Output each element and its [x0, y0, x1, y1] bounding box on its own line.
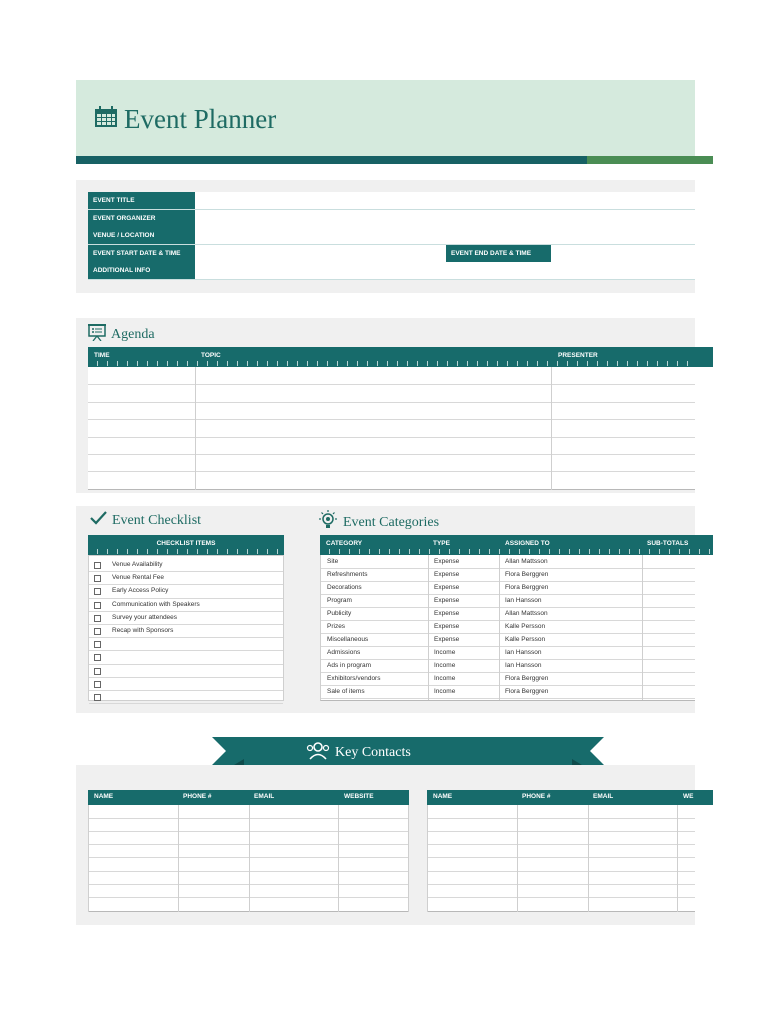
checklist-row[interactable]	[89, 690, 283, 704]
type-cell: Expense	[434, 610, 460, 617]
assigned-cell: Allan Mattsson	[505, 610, 548, 617]
column-header-email-2[interactable]: EMAIL	[593, 793, 614, 800]
assigned-cell: Flora Berggren	[505, 675, 549, 682]
category-row[interactable]	[321, 685, 695, 699]
column-header-subtotals[interactable]: SUB-TOTALS	[647, 540, 689, 547]
category-cell: Publicity	[327, 610, 352, 617]
categories-heading	[318, 510, 439, 535]
checklist-item-label: Communication with Speakers	[112, 600, 200, 608]
category-row[interactable]	[321, 646, 695, 660]
checkbox[interactable]	[94, 588, 101, 595]
checklist-row[interactable]	[89, 677, 283, 691]
assigned-cell: Ian Hansson	[505, 597, 542, 604]
event-details-panel	[76, 180, 695, 293]
checklist-row[interactable]	[89, 558, 283, 572]
title-banner	[76, 80, 695, 156]
categories-grid	[320, 555, 695, 701]
category-row[interactable]	[321, 620, 695, 634]
checkbox[interactable]	[94, 641, 101, 648]
checkbox[interactable]	[94, 668, 101, 675]
assigned-cell: Kalle Persson	[505, 636, 546, 643]
checkbox[interactable]	[94, 694, 101, 701]
checklist-heading	[90, 511, 201, 530]
assigned-cell: Kalle Persson	[505, 623, 546, 630]
column-header-assigned[interactable]: ASSIGNED TO	[505, 540, 550, 547]
column-header-category[interactable]: CATEGORY	[326, 540, 363, 547]
category-cell: Exhibitors/vendors	[327, 675, 381, 682]
assigned-cell: Ian Hansson	[505, 662, 542, 669]
event-organizer-row[interactable]	[88, 210, 695, 228]
category-cell: Miscellaneous	[327, 636, 369, 643]
filter-markers	[88, 549, 284, 554]
checklist-item-label: Venue Rental Fee	[112, 574, 165, 582]
category-cell: Ads in program	[327, 662, 372, 669]
category-cell: Admissions	[327, 649, 361, 656]
venue-row[interactable]	[88, 227, 695, 245]
contacts-title: Key Contacts	[335, 744, 411, 760]
category-row[interactable]	[321, 555, 695, 569]
checklist-row[interactable]	[89, 571, 283, 585]
checklist-title: Event Checklist	[112, 512, 202, 528]
filter-markers	[320, 549, 713, 554]
lightbulb-icon	[318, 510, 338, 535]
category-row[interactable]	[321, 568, 695, 582]
column-header-name[interactable]: NAME	[94, 793, 114, 800]
contacts-heading	[306, 740, 411, 765]
header-divider-accent	[587, 156, 713, 164]
assigned-cell: Allan Mattsson	[505, 558, 548, 565]
category-cell: Refreshments	[327, 571, 368, 578]
type-cell: Expense	[434, 571, 460, 578]
event-organizer-label: EVENT ORGANIZER	[88, 210, 195, 227]
assigned-cell: Flora Berggren	[505, 584, 549, 591]
categories-header	[320, 535, 713, 555]
event-title-label: EVENT TITLE	[88, 192, 195, 209]
type-cell: Income	[434, 662, 456, 669]
checkbox[interactable]	[94, 562, 101, 569]
checkbox[interactable]	[94, 602, 101, 609]
category-row[interactable]	[321, 672, 695, 686]
checklist-row[interactable]	[89, 664, 283, 678]
checklist-row[interactable]	[89, 624, 283, 638]
type-cell: Expense	[434, 636, 460, 643]
checklist-row[interactable]	[89, 650, 283, 664]
type-cell: Expense	[434, 584, 460, 591]
additional-info-row[interactable]	[88, 262, 695, 280]
type-cell: Income	[434, 675, 456, 682]
checklist-row[interactable]	[89, 584, 283, 598]
checklist-item-label: Venue Availability	[112, 561, 163, 568]
checklist-row[interactable]	[89, 637, 283, 651]
column-header-email[interactable]: EMAIL	[254, 793, 275, 800]
contacts-icon	[306, 740, 330, 765]
column-header-presenter[interactable]: PRESENTER	[558, 352, 598, 359]
checkbox[interactable]	[94, 654, 101, 661]
assigned-cell: Flora Berggren	[505, 688, 549, 695]
column-header-time[interactable]: TIME	[94, 352, 110, 359]
type-cell: Expense	[434, 623, 460, 630]
category-row[interactable]	[321, 594, 695, 608]
checkbox[interactable]	[94, 615, 101, 622]
checklist-item-label: Survey your attendees	[112, 613, 178, 621]
column-header-phone[interactable]: PHONE #	[183, 793, 212, 800]
category-cell: Site	[327, 558, 339, 565]
checkbox[interactable]	[94, 628, 101, 635]
contacts-left-header	[88, 790, 409, 805]
column-header-type[interactable]: TYPE	[433, 540, 450, 547]
checkbox[interactable]	[94, 575, 101, 582]
checklist-item-label: Early Access Policy	[112, 587, 169, 595]
agenda-header	[88, 347, 713, 367]
assigned-cell: Ian Hansson	[505, 649, 542, 656]
header-divider	[76, 156, 587, 164]
agenda-grid[interactable]	[88, 367, 695, 490]
checkmark-icon	[90, 511, 107, 530]
category-cell: Decorations	[327, 584, 362, 591]
agenda-title: Agenda	[111, 326, 155, 342]
start-date-row[interactable]	[88, 245, 695, 263]
type-cell: Income	[434, 688, 456, 695]
checklist-grid	[88, 555, 284, 701]
page-title: Event Planner	[124, 104, 277, 134]
column-header-checklist[interactable]: CHECKLIST ITEMS	[156, 540, 216, 547]
type-cell: Income	[434, 649, 456, 656]
column-header-phone-2[interactable]: PHONE #	[522, 793, 551, 800]
checklist-row[interactable]	[89, 598, 283, 612]
agenda-heading	[88, 323, 155, 346]
categories-title: Event Categories	[343, 514, 440, 530]
checklist-item-label: Recap with Sponsors	[112, 627, 174, 634]
column-header-name-2[interactable]: NAME	[433, 793, 453, 800]
filter-markers	[88, 361, 693, 366]
category-cell: Prizes	[327, 623, 346, 630]
contacts-right-grid[interactable]	[427, 805, 695, 912]
category-cell: Program	[327, 597, 352, 604]
column-header-website-2[interactable]: WE	[683, 793, 694, 800]
checklist-row[interactable]	[89, 611, 283, 625]
type-cell: Expense	[434, 597, 460, 604]
checkbox[interactable]	[94, 681, 101, 688]
event-title-row[interactable]	[88, 192, 695, 210]
venue-label: VENUE / LOCATION	[88, 227, 195, 244]
calendar-icon	[94, 106, 118, 133]
additional-info-label: ADDITIONAL INFO	[88, 262, 195, 279]
type-cell: Expense	[434, 558, 460, 565]
column-header-topic[interactable]: TOPIC	[201, 352, 221, 359]
contacts-right-header	[427, 790, 713, 805]
category-row[interactable]	[321, 581, 695, 595]
start-date-label: EVENT START DATE & TIME	[88, 245, 195, 262]
checklist-header	[88, 535, 284, 555]
category-cell: Sale of items	[327, 688, 365, 695]
category-row[interactable]	[321, 659, 695, 673]
column-header-website[interactable]: WEBSITE	[344, 793, 374, 800]
presentation-icon	[88, 323, 106, 346]
end-date-label: EVENT END DATE & TIME	[446, 245, 551, 262]
assigned-cell: Flora Berggren	[505, 571, 549, 578]
category-row[interactable]	[321, 607, 695, 621]
category-row[interactable]	[321, 633, 695, 647]
contacts-left-grid[interactable]	[88, 805, 409, 912]
